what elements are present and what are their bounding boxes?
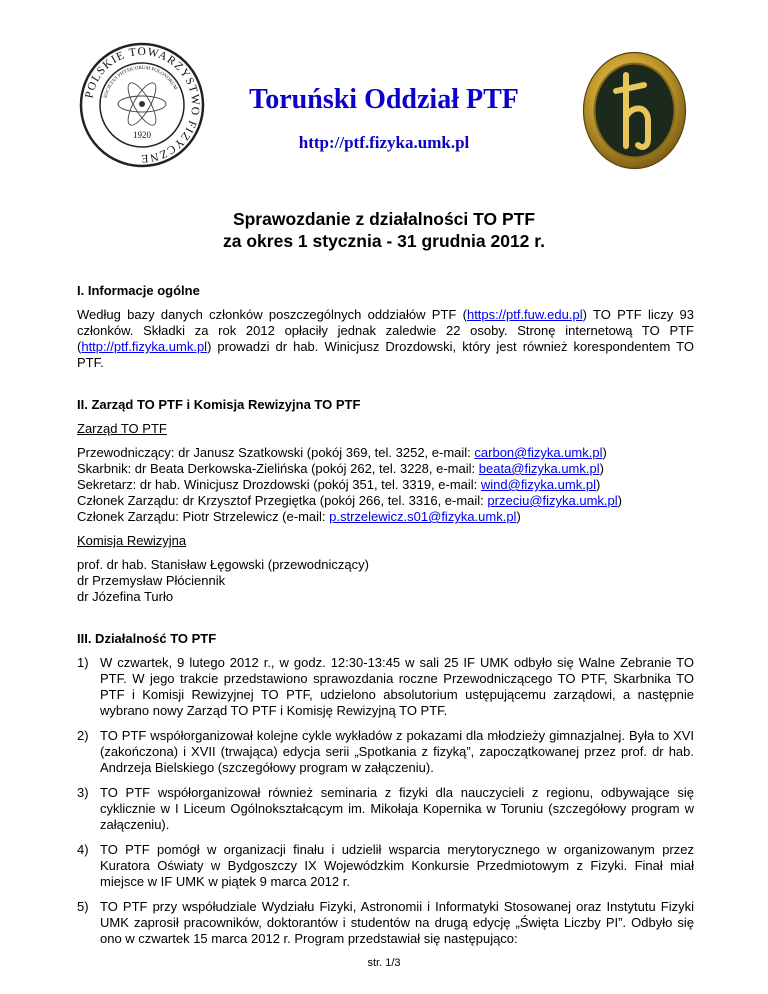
document-title-line2: za okres 1 stycznia - 31 grudnia 2012 r. <box>223 231 545 251</box>
svg-text:POLSKIE TOWARZYSTWO FIZYCZNE: POLSKIE TOWARZYSTWO FIZYCZNE <box>83 45 202 165</box>
board-heading: Zarząd TO PTF <box>77 421 167 436</box>
audit-committee-list <box>77 557 694 605</box>
text-span: ) prowadzi dr hab. Winicjusz Drozdowski, który jest również korespondentem TO PTF. <box>77 339 694 370</box>
activities-list <box>77 655 694 947</box>
section-heading: I. Informacje ogólne <box>77 283 200 298</box>
to-ptf-website-link[interactable]: http://ptf.fizyka.umk.pl <box>81 339 208 354</box>
audit-committee-heading: Komisja Rewizyjna <box>77 533 187 548</box>
item-number: 2) <box>77 728 89 743</box>
list-item <box>77 655 694 719</box>
member-text: ) <box>617 493 623 508</box>
member-text: Członek Zarządu: Piotr Strzelewicz (e-mail: <box>77 509 330 524</box>
email-link[interactable]: przeciu@fizyka.umk.pl <box>487 493 618 508</box>
list-item <box>77 899 694 947</box>
item-text: TO PTF współorganizował kolejne cykle wykładów z pokazami dla młodzieży gimnazjalnej. Była to XVI (zakończona) i XVII (trwająca) edycja serii „Spotkania z fizyką”, zapoczątkowanej przez prof. dr hab. Andrzeja Bielskiego (szczegółowy program w załączeniu). <box>100 728 694 775</box>
svg-text:SOCIETAS PHYSICORUM POLONORUM: SOCIETAS PHYSICORUM POLONORUM <box>103 65 178 99</box>
section-heading: III. Działalność TO PTF <box>77 631 217 646</box>
org-title: Toruński Oddział PTF <box>249 84 519 115</box>
audit-member: dr Józefina Turło <box>77 589 174 604</box>
page-number: str. 1/3 <box>367 957 401 969</box>
list-item <box>77 728 694 776</box>
seal-year: 1920 <box>133 130 151 140</box>
email-link[interactable]: beata@fizyka.umk.pl <box>478 461 600 476</box>
member-text: Przewodniczący: dr Janusz Szatkowski (pokój 369, tel. 3252, e-mail: <box>77 445 475 460</box>
list-item <box>77 785 694 833</box>
ptf-database-link[interactable]: https://ptf.fuw.edu.pl <box>466 307 583 322</box>
section-heading: II. Zarząd TO PTF i Komisja Rewizyjna TO PTF <box>77 397 361 412</box>
member-text: Sekretarz: dr hab. Winicjusz Drozdowski (pokój 351, tel. 3319, e-mail: <box>77 477 481 492</box>
audit-member: dr Przemysław Płóciennik <box>77 573 226 588</box>
list-item <box>77 842 694 890</box>
item-number: 1) <box>77 655 89 670</box>
item-text: W czwartek, 9 lutego 2012 r., w godz. 12:30-13:45 w sali 25 IF UMK odbyło się Walne Zebranie TO PTF. W jego trakcie przedstawiono sprawozdania roczne Przewodniczącego TO PTF, Skarbnika TO PTF i Komisji Rewizyjnej TO PTF, udzielono absolutorium ustępującemu zarządowi, a następnie wybrano nowy Zarząd TO PTF i Komisję Rewizyjną TO PTF. <box>100 655 694 718</box>
member-text: Członek Zarządu: dr Krzysztof Przegiętka (pokój 266, tel. 3316, e-mail: <box>77 493 488 508</box>
document-title <box>0 208 768 252</box>
email-link[interactable]: carbon@fizyka.umk.pl <box>474 445 603 460</box>
board-member <box>77 509 694 525</box>
document-body <box>77 283 694 956</box>
section1-paragraph <box>77 307 694 371</box>
item-text: TO PTF współorganizował również seminaria z fizyki dla nauczycieli z regionu, odbywające się cyklicznie w I Liceum Ogólnokształcącym im. Mikołaja Kopernika w Toruniu (szczegółowy program w załączeniu). <box>100 785 694 832</box>
member-text: ) <box>516 509 521 524</box>
item-number: 4) <box>77 842 89 857</box>
item-number: 5) <box>77 899 89 914</box>
email-link[interactable]: p.strzelewicz.s01@fizyka.umk.pl <box>329 509 517 524</box>
board-member <box>77 477 694 493</box>
org-url[interactable]: http://ptf.fizyka.umk.pl <box>298 133 470 152</box>
member-text: ) <box>602 445 607 460</box>
item-text: TO PTF przy współudziale Wydziału Fizyki, Astronomii i Informatyki Stosowanej oraz Instytutu Fizyki UMK zaprosił pracowników, doktorantów i studentów na drugą edycję „Święta Liczby PI”. Odbyło się ono w czwartek 15 marca 2012 r. Program przedstawiał się następująco: <box>100 899 694 946</box>
text-span: Według bazy danych członków poszczególnych oddziałów PTF ( <box>77 307 467 322</box>
document-title-line1: Sprawozdanie z działalności TO PTF <box>232 209 536 229</box>
email-link[interactable]: wind@fizyka.umk.pl <box>480 477 596 492</box>
member-text: Skarbnik: dr Beata Derkowska-Zielińska (pokój 262, tel. 3228, e-mail: <box>77 461 479 476</box>
audit-member: prof. dr hab. Stanisław Łęgowski (przewodniczący) <box>77 557 369 572</box>
text-span: ) TO PTF liczy 93 członków. Składki za rok 2012 opłaciły jednak zaledwie 22 osoby. Stronę internetową TO PTF ( <box>77 307 694 354</box>
item-text: TO PTF pomógł w organizacji finału i udzielił wsparcia merytorycznego w organizowanym przez Kuratora Oświaty w Bydgoszczy IX Wojewódzkim Konkursie Przedmiotowym z Fizyki. Finał miał miejsce w IF UMK w piątek 9 marca 2012 r. <box>100 842 694 889</box>
board-member <box>77 493 694 509</box>
board-member <box>77 445 694 461</box>
member-text: ) <box>599 461 604 476</box>
board-member <box>77 461 694 477</box>
item-number: 3) <box>77 785 89 800</box>
board-list <box>77 445 694 525</box>
member-text: ) <box>595 477 601 492</box>
